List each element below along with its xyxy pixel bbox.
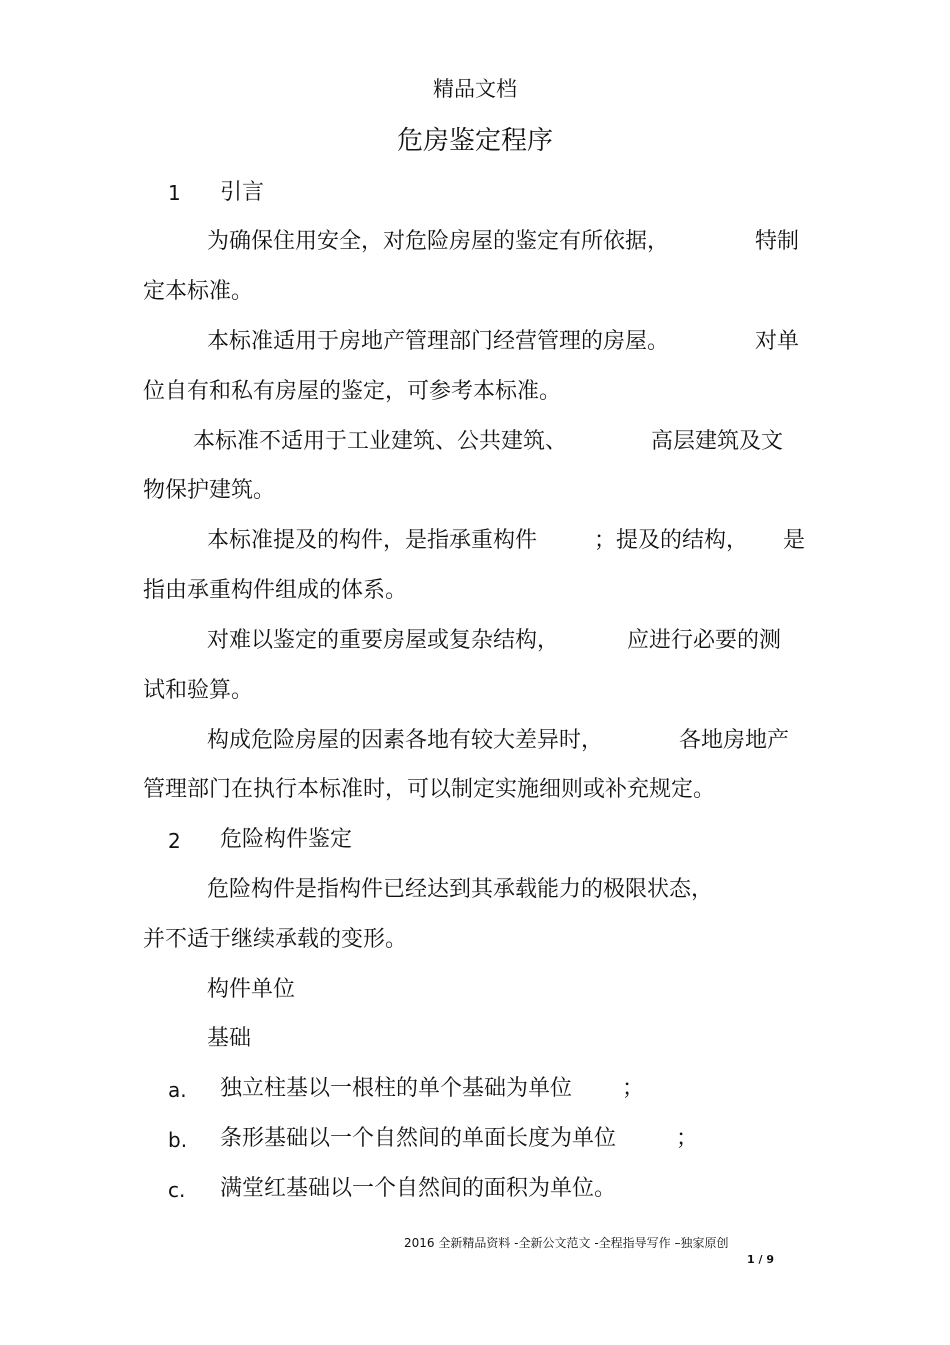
list-item-text: 条形基础以一个自然间的单面长度为单位 <box>220 1126 617 1151</box>
paragraph-6-line-2: 管理部门在执行本标准时，可以制定实施细则或补充规定。 <box>143 777 716 802</box>
paragraph-6-line-1: 构成危险房屋的因素各地有较大差异时， <box>207 728 604 753</box>
list-item-text: 满堂红基础以一个自然间的面积为单位。 <box>220 1176 617 1201</box>
paragraph-5-line-1-end: 应进行必要的测 <box>627 628 782 653</box>
paragraph-1-line-1: 为确保住用安全，对危险房屋的鉴定有所依据， <box>207 229 670 254</box>
list-item-text: 独立柱基以一根柱的单个基础为单位 <box>220 1076 573 1101</box>
paragraph-4-line-1: 本标准提及的构件，是指承重构件 <box>207 528 538 553</box>
paragraph-1-line-1-end: 特制 <box>755 229 800 254</box>
definition-line-2: 并不适于继续承载的变形。 <box>143 927 408 952</box>
list-item-end: ； <box>676 1126 699 1151</box>
page-number: 1 / 9 <box>747 1253 774 1266</box>
list-item-marker: a. <box>168 1078 187 1102</box>
paragraph-5-line-1: 对难以鉴定的重要房屋或复杂结构， <box>207 628 560 653</box>
paragraph-3-line-2: 物保护建筑。 <box>143 478 276 503</box>
footer-text: 2016 全新精品资料 -全新公文范文 -全程指导写作 –独家原创 <box>404 1236 729 1250</box>
paragraph-2-line-2: 位自有和私有房屋的鉴定，可参考本标准。 <box>143 379 562 404</box>
paragraph-2-line-1-end: 对单 <box>755 329 800 354</box>
foundation-heading: 基础 <box>207 1026 252 1051</box>
section-2-number: 2 <box>168 829 181 853</box>
paragraph-3-line-1-end: 高层建筑及文 <box>651 429 784 454</box>
paragraph-5-line-2: 试和验算。 <box>143 678 254 703</box>
paragraph-2-line-1: 本标准适用于房地产管理部门经营管理的房屋。 <box>207 329 670 354</box>
paragraph-6-line-1-end: 各地房地产 <box>679 728 790 753</box>
paragraph-4-line-1-middle: ；提及的结构， <box>594 528 749 553</box>
paragraph-3-line-1: 本标准不适用于工业建筑、公共建筑、 <box>193 429 568 454</box>
unit-heading: 构件单位 <box>207 977 296 1002</box>
section-1-number: 1 <box>168 181 181 205</box>
list-item-end: ； <box>622 1076 645 1101</box>
list-item-marker: b. <box>168 1128 188 1152</box>
definition-line-1: 危险构件是指构件已经达到其承载能力的极限状态， <box>207 877 714 902</box>
list-item-marker: c. <box>168 1178 186 1202</box>
paragraph-4-line-2: 指由承重构件组成的体系。 <box>143 578 408 603</box>
header-label: 精品文档 <box>433 77 517 101</box>
paragraph-4-line-1-end: 是 <box>783 528 806 553</box>
paragraph-1-line-2: 定本标准。 <box>143 279 254 304</box>
document-title: 危房鉴定程序 <box>396 126 553 156</box>
section-2-heading: 危险构件鉴定 <box>220 827 353 852</box>
section-1-heading: 引言 <box>220 180 265 205</box>
